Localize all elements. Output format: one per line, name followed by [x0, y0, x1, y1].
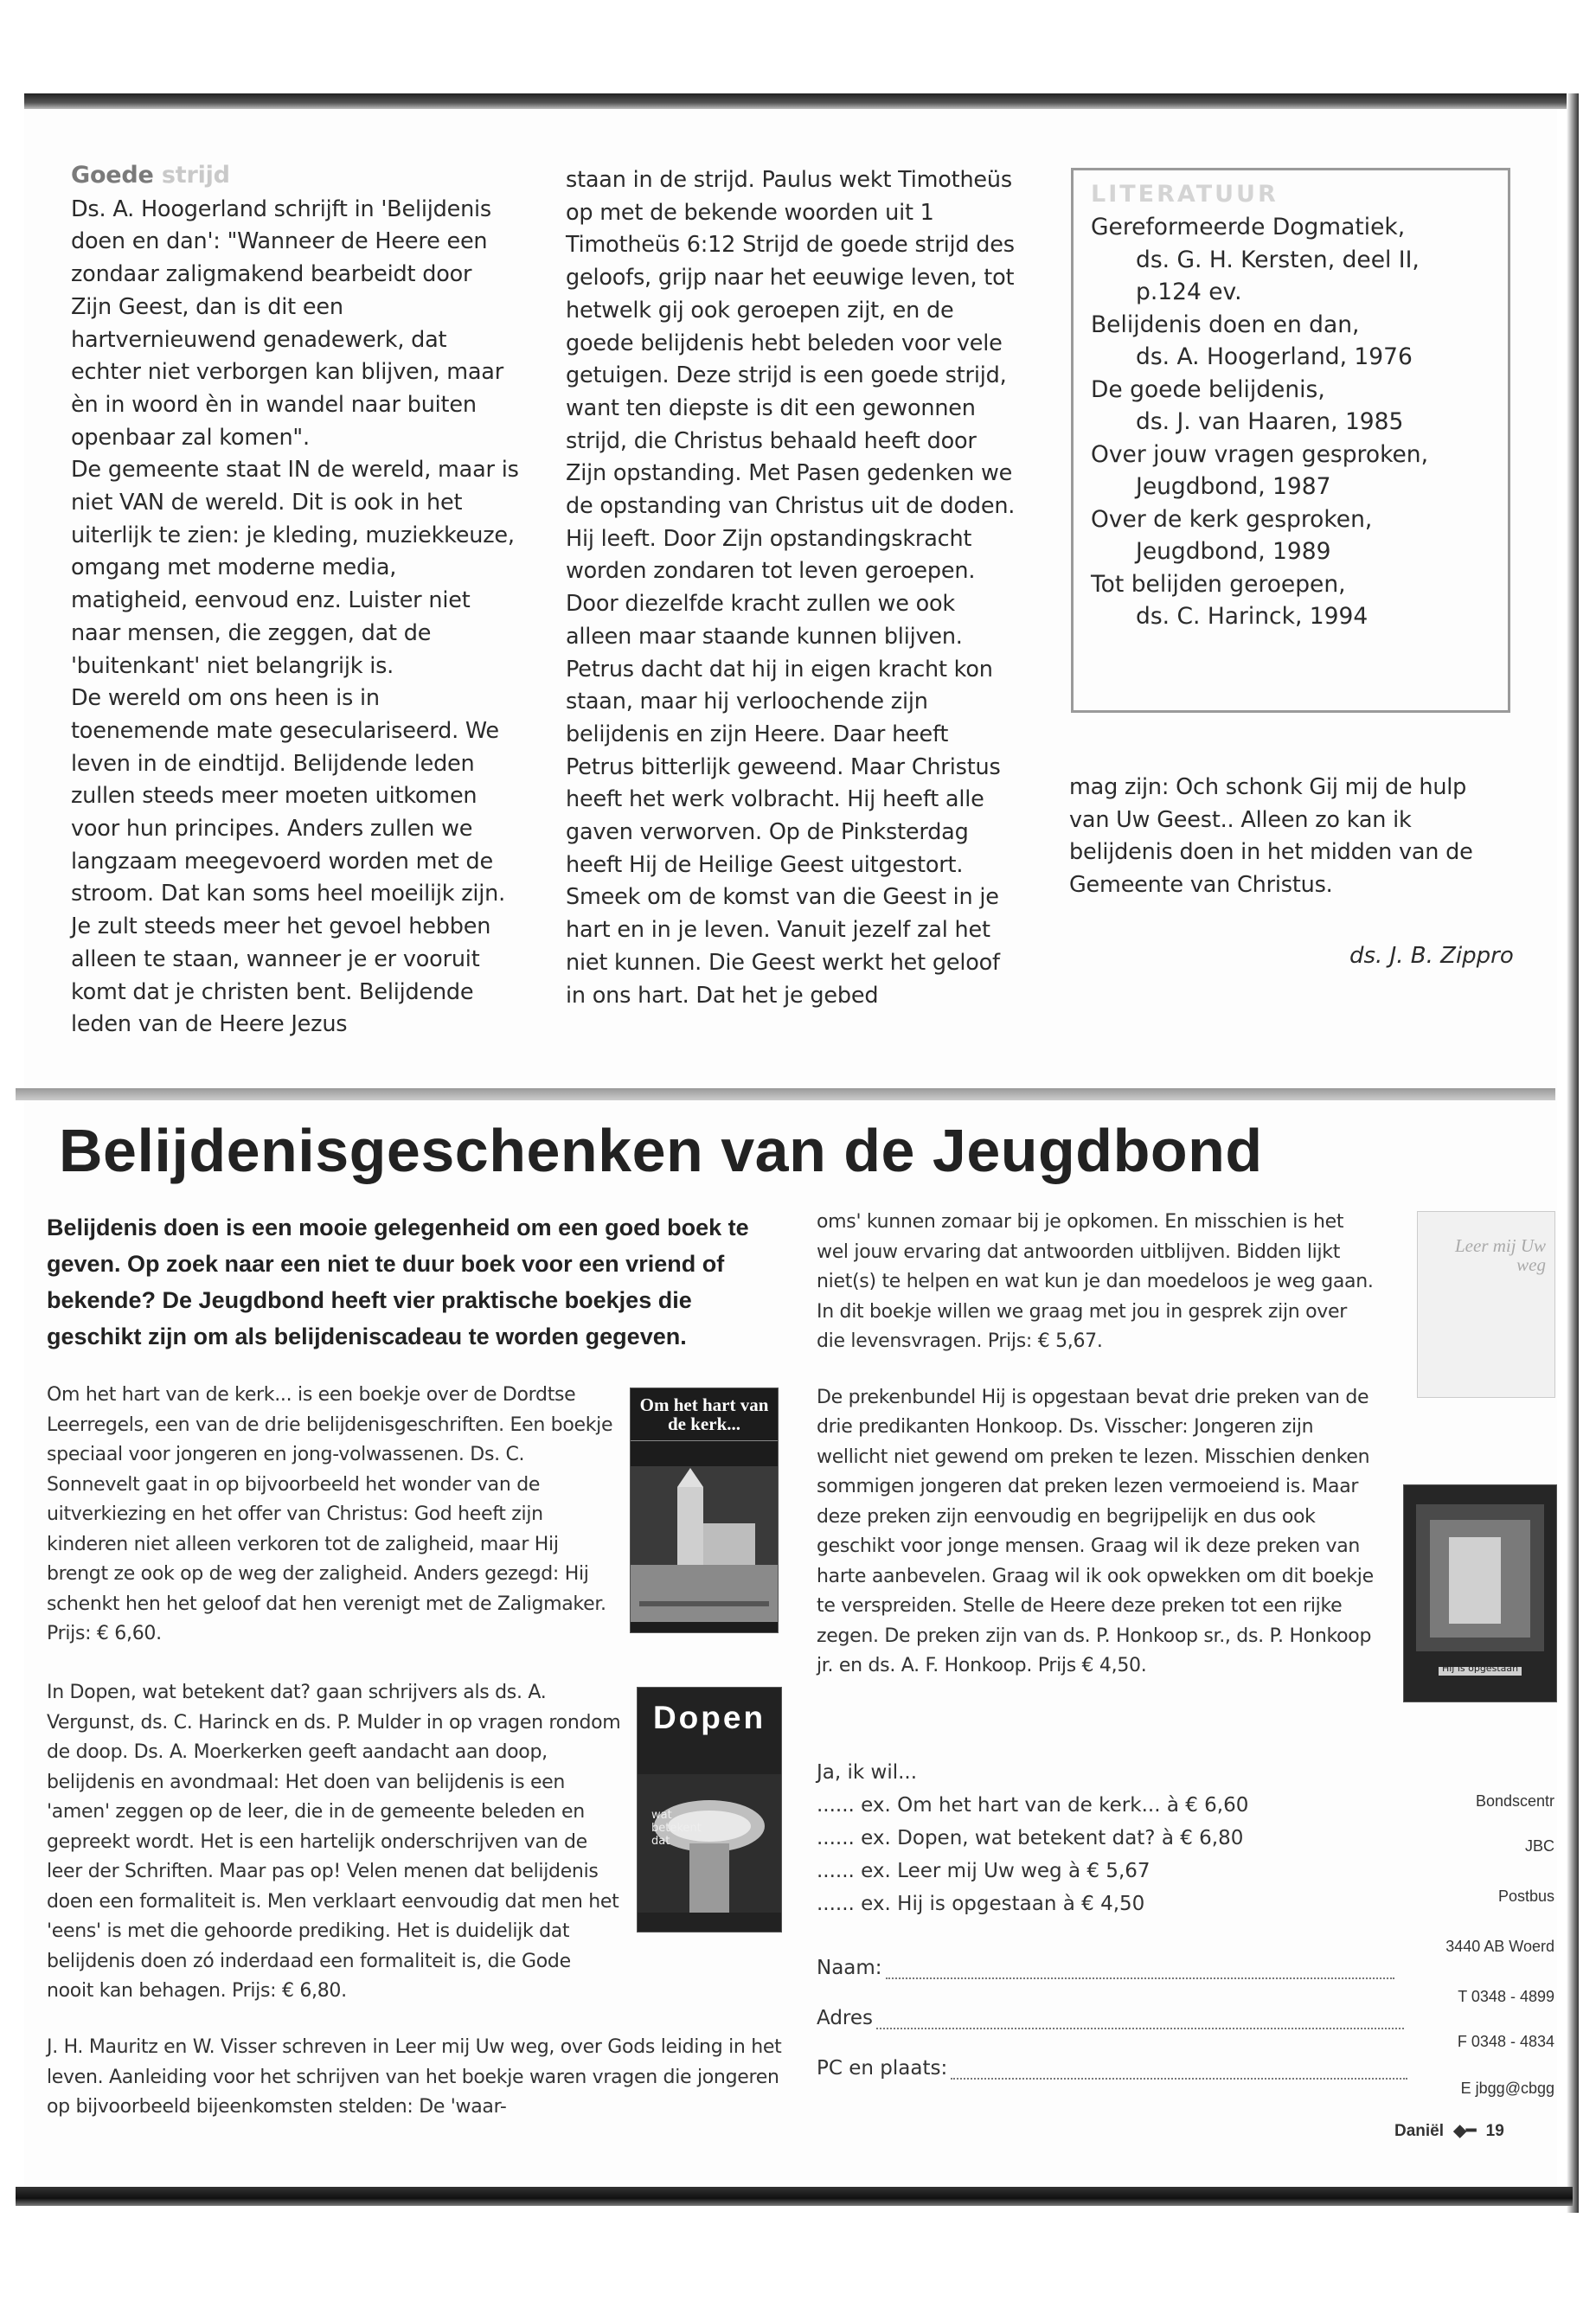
scan-edge-bottom — [16, 2187, 1573, 2206]
address-line: T 0348 - 4899 — [1458, 1988, 1554, 2005]
literature-box — [1071, 168, 1510, 713]
article1-paragraph: Ds. A. Hoogerland schrijft in 'Belijdenis doen en dan': "Wanneer de Heere een zondaar zaligmakend bearbeidt door Zijn Geest, dan is dit een hartvernieuwend genadewerk, dat echter niet verborgen kan blijven, maar èn in woord èn in wandel naar buiten openbaar zal komen". — [71, 195, 503, 451]
book-cover-title: Om het hart van de kerk... — [631, 1388, 778, 1441]
article1-paragraph: De wereld om ons heen is in toenemende mate geseculariseerd. We leven in de eindtijd. Belijdende leden zullen steeds meer moeten uitkomen voor hun principes. Anders zullen we langzaam meegevoerd worden met de stroom. Dat kan soms heel moeilijk zijn. Je zult steeds meer het gevoel hebben alleen te staan, wanneer je er vooruit komt dat je christen bent. Belijdende leden van de Heere Jezus — [71, 685, 506, 1038]
literature-entry — [1091, 568, 1490, 633]
literature-entry-detail: ds. J. van Haaren, 1985 — [1136, 408, 1404, 435]
order-item[interactable]: ...... ex. Om het hart van de kerk... à € 6,60 — [817, 1794, 1249, 1817]
literature-entry-detail: p.124 ev. — [1136, 279, 1242, 305]
article1-column-1 — [71, 159, 519, 1042]
kicker-word-1: Goede — [71, 162, 154, 189]
order-item[interactable]: ...... ex. Hij is opgestaan à € 4,50 — [817, 1893, 1145, 1915]
article1-paragraph: De gemeente staat IN de wereld, maar is niet VAN de wereld. Dit is ook in het uiterlijk te zien: je kleding, muziekkeuze, omgang met moderne media, matigheid, eenvoud enz. Luister niet naar mensen, die zeggen, dat de 'buitenkant' niet belangrijk is. — [71, 457, 519, 679]
literature-entry-title: Gereformeerde Dogmatiek, — [1091, 214, 1406, 240]
page-footer — [1394, 2121, 1504, 2141]
literature-entry-title: De goede belijdenis, — [1091, 375, 1325, 403]
postal-label: PC en plaats: — [817, 2057, 948, 2080]
article2-paragraph: In Dopen, wat betekent dat? gaan schrijvers als ds. A. Vergunst, ds. C. Harinck en ds. P. Mulder in op vragen rondom de doop. Ds. A. Moerkerken geeft aandacht aan doop, belijdenis en avondmaal: Het doen van belijdenis is een 'amen' zeggen op de leer, die in de gemeente beleden en gepreekt wordt. Het is een hartelijk onderschrijven van de leer der Schriften. Maar pas op! Velen menen dat belijdenis doen een formaliteit is. Men verklaart eenvoudig dat men het 'eens' is met die gehoorde prediking. Het is duidelijk dat belijdenis doen zó inderdaad een formaliteit is, die Gode nooit kan behagen. Prijs: € 6,80. — [47, 1682, 621, 2002]
literature-entry-title: Over jouw vragen gesproken, — [1091, 440, 1428, 468]
article1-paragraph: staan in de strijd. Paulus wekt Timotheüs op met de bekende woorden uit 1 Timotheüs 6:12 Strijd de goede strijd des geloofs, grijp naar het eeuwige leven, tot hetwelk gij ook geroepen zijt, en de goede belijdenis hebt beleden voor vele getuigen. Deze strijd is een goede strijd, want ten diepste is dit een gewonnen strijd, die Christus behaald heeft door Zijn opstanding. Met Pasen gedenken we de opstanding van Christus uit de doden. Hij leeft. Door Zijn opstandingskracht worden zondaren tot leven geroepen. Door diezelfde kracht zullen we ook alleen maar staande kunnen blijven. Petrus dacht dat hij in eigen kracht kon staan, maar hij verloochende zijn belijdenis en zijn Heere. Daar heeft Petrus bitterlijk geweend. Maar Christus heeft het werk volbracht. Hij heeft alle gaven verworven. Op de Pinksterdag heeft Hij de Heilige Geest uitgestort. Smeek om de komst van die Geest in je hart en in je leven. Vanuit jezelf zal het niet kunnen. Die Geest werkt het geloof in ons hart. Dat het je gebed — [566, 167, 1016, 1009]
book-cover-hij-is-opgestaan — [1403, 1484, 1557, 1702]
article1-column-3 — [1069, 772, 1510, 902]
address-input-line[interactable] — [876, 2009, 1404, 2029]
address-line: Postbus — [1497, 1888, 1554, 1905]
order-form — [817, 1756, 1248, 1920]
book-cover-title: Leer mij Uw weg — [1455, 1235, 1546, 1275]
article1-kicker — [71, 159, 519, 192]
book-cover-dopen — [637, 1687, 782, 1932]
book-cover-title: Hij is opgestaan — [1441, 1663, 1519, 1674]
article2-column-2 — [817, 1208, 1379, 1708]
address-label: Adres — [817, 2007, 874, 2029]
article2-paragraph: oms' kunnen zomaar bij je opkomen. En misschien is het wel jouw ervaring dat antwoorden uitblijven. Bidden lijkt niet(s) te helpen en wat kun je dan moedeloos je weg gaan. In dit boekje willen we graag met jou in gesprek zijn over die levensvragen. Prijs: € 5,67. — [817, 1211, 1374, 1352]
postal-field[interactable] — [817, 2057, 1407, 2080]
literature-entry-detail: ds. G. H. Kersten, deel II, — [1136, 246, 1420, 273]
book-cover-title: Dopen — [652, 1700, 766, 1735]
name-input-line[interactable] — [886, 1958, 1394, 1979]
author-signature: ds. J. B. Zippro — [1349, 943, 1514, 969]
article2-paragraph: De prekenbundel Hij is opgestaan bevat drie preken van de drie predikanten Honkoop. Ds. Visscher: Jongeren zijn wellicht niet gewend om preken te lezen. Misschien denken sommigen jongeren dat preken lezen vermoeiend is. Maar deze preken zijn eenvoudig en begrijpelijk en dus ook geschikt voor jonge mensen. Graag wil ik deze preken van harte aanbevelen. Graag wil ik ook opwekken om dit boekje te verspreiden. Stelle de Heere deze preken tot een rijke zegen. De preken zijn van ds. P. Honkoop sr., ds. P. Honkoop jr. en ds. A. F. Honkoop. Prijs € 4,50. — [817, 1386, 1374, 1676]
name-label: Naam: — [817, 1957, 882, 1979]
article1-column-2 — [566, 164, 1016, 1012]
scan-edge-right — [1567, 93, 1579, 2213]
literature-entry — [1091, 503, 1490, 568]
address-line: F 0348 - 4834 — [1457, 2033, 1554, 2050]
postal-input-line[interactable] — [951, 2059, 1407, 2080]
article2-paragraph: Om het hart van de kerk... is een boekje over de Dordtse Leerregels, een van de drie belijdenisgeschriften. Een boekje speciaal voor jongeren en jong-volwassenen. Ds. C. Sonnevelt gaat in op bijvoorbeeld het wonder van de uitverkiezing en het offer van Christus: God heeft zijn kinderen niet alleen verkoren tot de zaligheid, maar Hij brengt ze ook op de weg der zaligheid. Anders gezegd: Hij schenkt hen het geloof dat hen verenigt met de Zaligmaker. Prijs: € 6,60. — [47, 1384, 613, 1644]
name-field[interactable] — [817, 1957, 1394, 1979]
address-line: Bondscentr — [1475, 1792, 1554, 1810]
literature-entry-detail: Jeugdbond, 1989 — [1136, 538, 1331, 565]
address-line: E jbgg@cbgg — [1460, 2080, 1554, 2097]
literature-entry-detail: ds. C. Harinck, 1994 — [1136, 603, 1368, 630]
article2-intro: Belijdenis doen is een mooie gelegenheid om een goed boek te geven. Op zoek naar een niet te duur boek voor een vriend of bekende? De Jeugdbond heeft vier praktische boekjes die geschikt zijn om als belijdeniscadeau te worden gegeven. — [47, 1215, 749, 1349]
order-item[interactable]: ...... ex. Dopen, wat betekent dat? à € 6,80 — [817, 1827, 1244, 1849]
book-cover-leer-mij — [1417, 1211, 1555, 1398]
book-cover-om-het-hart — [630, 1388, 779, 1633]
arrow-icon: ◆━ — [1453, 2122, 1477, 2140]
literature-title: LITERATUUR — [1091, 181, 1279, 208]
church-illustration — [631, 1466, 778, 1622]
literature-entry — [1091, 211, 1490, 309]
article2-headline: Belijdenisgeschenken van de Jeugdbond — [59, 1117, 1263, 1184]
literature-entry-title: Tot belijden geroepen, — [1091, 570, 1346, 598]
literature-entry-title: Over de kerk gesproken, — [1091, 505, 1373, 533]
literature-entry — [1091, 309, 1490, 374]
article2-column-1c — [47, 2033, 782, 2149]
address-line: JBC — [1524, 1837, 1554, 1855]
article2-column-1b — [47, 1678, 621, 2033]
literature-entry-title: Belijdenis doen en dan, — [1091, 311, 1360, 338]
article2-column-1 — [47, 1381, 621, 1676]
section-divider — [16, 1088, 1555, 1100]
article1-paragraph: mag zijn: Och schonk Gij mij de hulp van Uw Geest.. Alleen zo kan ik belijdenis doen in het midden van de Gemeente van Christus. — [1069, 774, 1473, 899]
literature-entry-detail: ds. A. Hoogerland, 1976 — [1136, 343, 1413, 370]
article2-paragraph: J. H. Mauritz en W. Visser schreven in Leer mij Uw weg, over Gods leiding in het leven. Aanleiding voor het schrijven van het boekje waren vragen die jongeren op bijvoorbeeld bijeenkomsten stelden: De 'waar- — [47, 2036, 782, 2118]
scan-edge-top — [24, 93, 1573, 109]
literature-entry — [1091, 439, 1490, 503]
magazine-name: Daniël — [1394, 2122, 1445, 2140]
literature-entry-detail: Jeugdbond, 1987 — [1136, 473, 1331, 500]
literature-entry — [1091, 374, 1490, 439]
order-item[interactable]: ...... ex. Leer mij Uw weg à € 5,67 — [817, 1860, 1151, 1882]
address-line: 3440 AB Woerd — [1445, 1938, 1554, 1955]
address-field[interactable] — [817, 2007, 1404, 2029]
order-heading: Ja, ik wil... — [817, 1761, 918, 1784]
page-number: 19 — [1485, 2122, 1504, 2140]
book-cover-subtitle: wat betekent dat — [651, 1809, 702, 1848]
kicker-word-2: strijd — [161, 162, 230, 189]
